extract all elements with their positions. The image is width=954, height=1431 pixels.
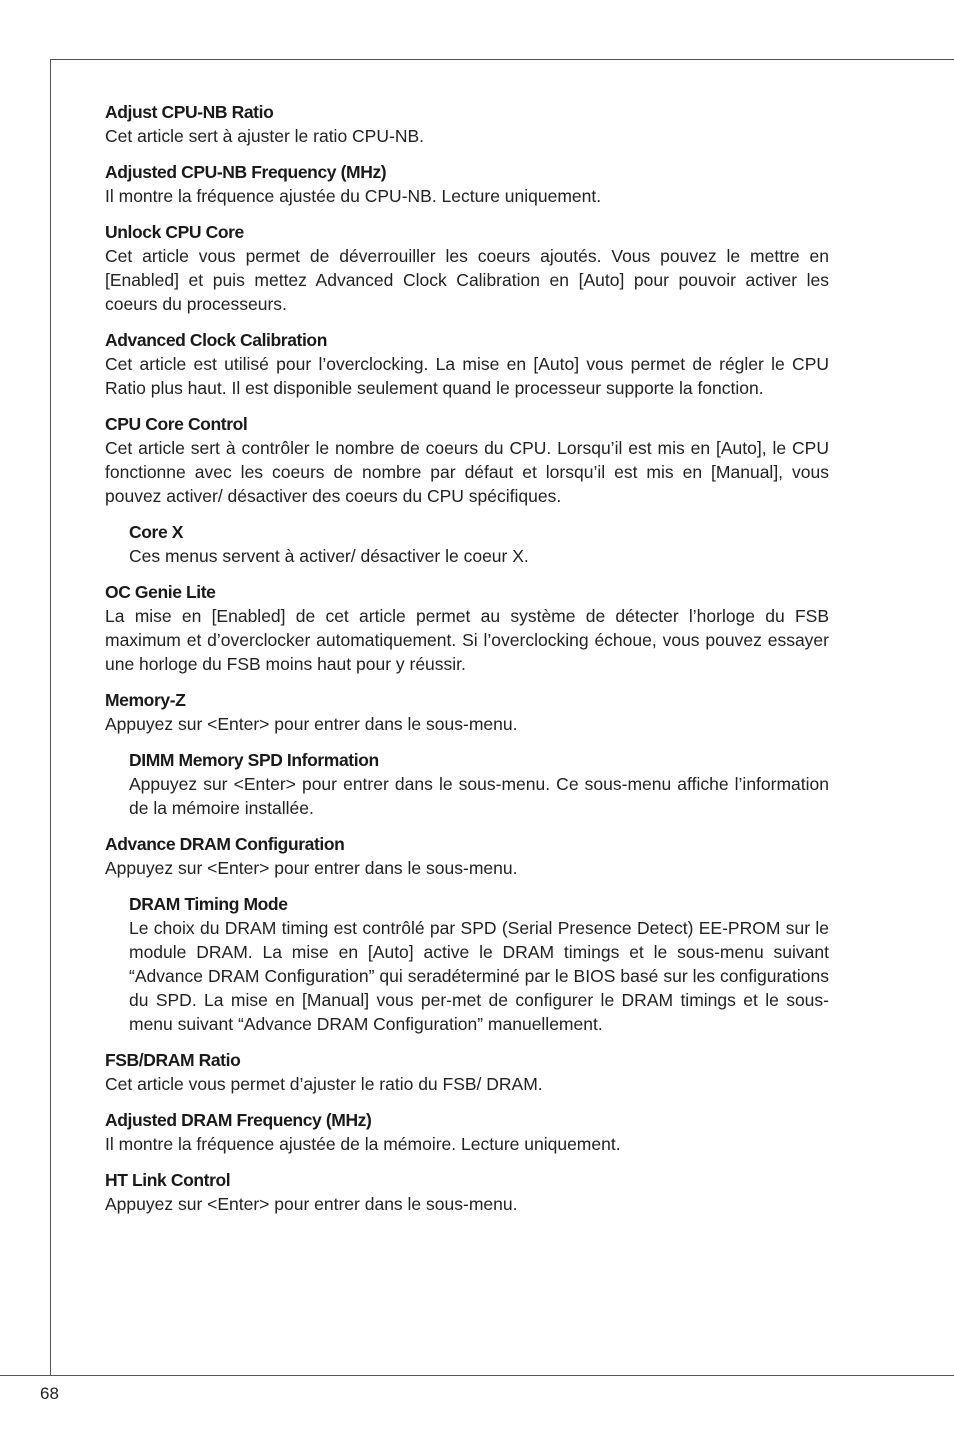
section-unlock-cpu-core — [105, 220, 829, 316]
section-text: Il montre la fréquence ajustée de la mémoire. Lecture uniquement. — [105, 1134, 621, 1154]
section-text: Appuyez sur <Enter> pour entrer dans le sous-menu. Ce sous-menu affiche l’information de la mémoire installée. — [129, 774, 829, 818]
section-adjusted-cpu-nb-frequency — [105, 160, 829, 208]
section-heading: Adjusted CPU-NB Frequency (MHz) — [105, 162, 387, 182]
section-dram-timing-mode — [129, 892, 829, 1036]
section-text: Appuyez sur <Enter> pour entrer dans le sous-menu. — [105, 858, 518, 878]
section-ht-link-control — [105, 1168, 829, 1216]
section-heading: HT Link Control — [105, 1170, 231, 1190]
section-heading: DIMM Memory SPD Information — [129, 750, 379, 770]
section-advanced-clock-calibration — [105, 328, 829, 400]
section-text: Il montre la fréquence ajustée du CPU-NB. Lecture uniquement. — [105, 186, 602, 206]
section-heading: Adjusted DRAM Frequency (MHz) — [105, 1110, 372, 1130]
section-heading: Advanced Clock Calibration — [105, 330, 328, 350]
section-heading: Memory-Z — [105, 690, 186, 710]
section-heading: OC Genie Lite — [105, 582, 216, 602]
section-core-x — [129, 520, 829, 568]
section-heading: FSB/DRAM Ratio — [105, 1050, 241, 1070]
section-heading: Unlock CPU Core — [105, 222, 244, 242]
section-text: Cet article est utilisé pour l’overclocking. La mise en [Auto] vous permet de régler le CPU Ratio plus haut. Il est disponible seulement quand le processeur supporte la fonction. — [105, 354, 829, 398]
section-text: Cet article vous permet de déverrouiller les coeurs ajoutés. Vous pouvez le mettre en [Enabled] et puis mettez Advanced Clock Calibration en [Auto] pour pouvoir activer les coeurs du processeurs. — [105, 246, 829, 314]
section-text: La mise en [Enabled] de cet article permet au système de détecter l’horloge du FSB maximum et d’overclocker automatiquement. Si l’overclocking échoue, vous pouvez essayer une horloge du FSB moins haut pour y réussir. — [105, 606, 829, 674]
manual-content — [105, 100, 829, 1228]
section-adjust-cpu-nb-ratio — [105, 100, 829, 148]
section-text: Cet article vous permet d’ajuster le ratio du FSB/ DRAM. — [105, 1074, 543, 1094]
section-advance-dram-configuration — [105, 832, 829, 880]
section-heading: Core X — [129, 522, 184, 542]
section-memory-z — [105, 688, 829, 736]
section-text: Cet article sert à ajuster le ratio CPU-NB. — [105, 126, 424, 146]
section-oc-genie-lite — [105, 580, 829, 676]
section-heading: CPU Core Control — [105, 414, 248, 434]
page-frame-left-rule — [50, 59, 51, 1375]
page-frame-top-rule — [50, 59, 954, 60]
section-text: Appuyez sur <Enter> pour entrer dans le sous-menu. — [105, 714, 518, 734]
section-heading: Adjust CPU-NB Ratio — [105, 102, 274, 122]
section-text: Le choix du DRAM timing est contrôlé par SPD (Serial Presence Detect) EE-PROM sur le module DRAM. La mise en [Auto] active le DRAM timings et le sous-menu suivant “Advance DRAM Configuration” qui seradéterminé par le BIOS basé sur les configurations du SPD. La mise en [Manual] vous per-met de configurer le DRAM timings et le sous-menu suivant “Advance DRAM Configuration” manuellement. — [129, 918, 829, 1034]
page-footer-rule — [0, 1375, 954, 1376]
section-dimm-memory-spd-information — [129, 748, 829, 820]
section-text: Cet article sert à contrôler le nombre de coeurs du CPU. Lorsqu’il est mis en [Auto], le CPU fonctionne avec les coeurs de nombre par défaut et lorsqu’il est mis en [Manual], vous pouvez activer/ désactiver des coeurs du CPU spécifiques. — [105, 438, 829, 506]
section-fsb-dram-ratio — [105, 1048, 829, 1096]
section-text: Ces menus servent à activer/ désactiver le coeur X. — [129, 546, 529, 566]
section-heading: Advance DRAM Configuration — [105, 834, 345, 854]
page-number: 68 — [40, 1384, 59, 1403]
section-adjusted-dram-frequency — [105, 1108, 829, 1156]
section-cpu-core-control — [105, 412, 829, 508]
section-text: Appuyez sur <Enter> pour entrer dans le sous-menu. — [105, 1194, 518, 1214]
section-heading: DRAM Timing Mode — [129, 894, 288, 914]
